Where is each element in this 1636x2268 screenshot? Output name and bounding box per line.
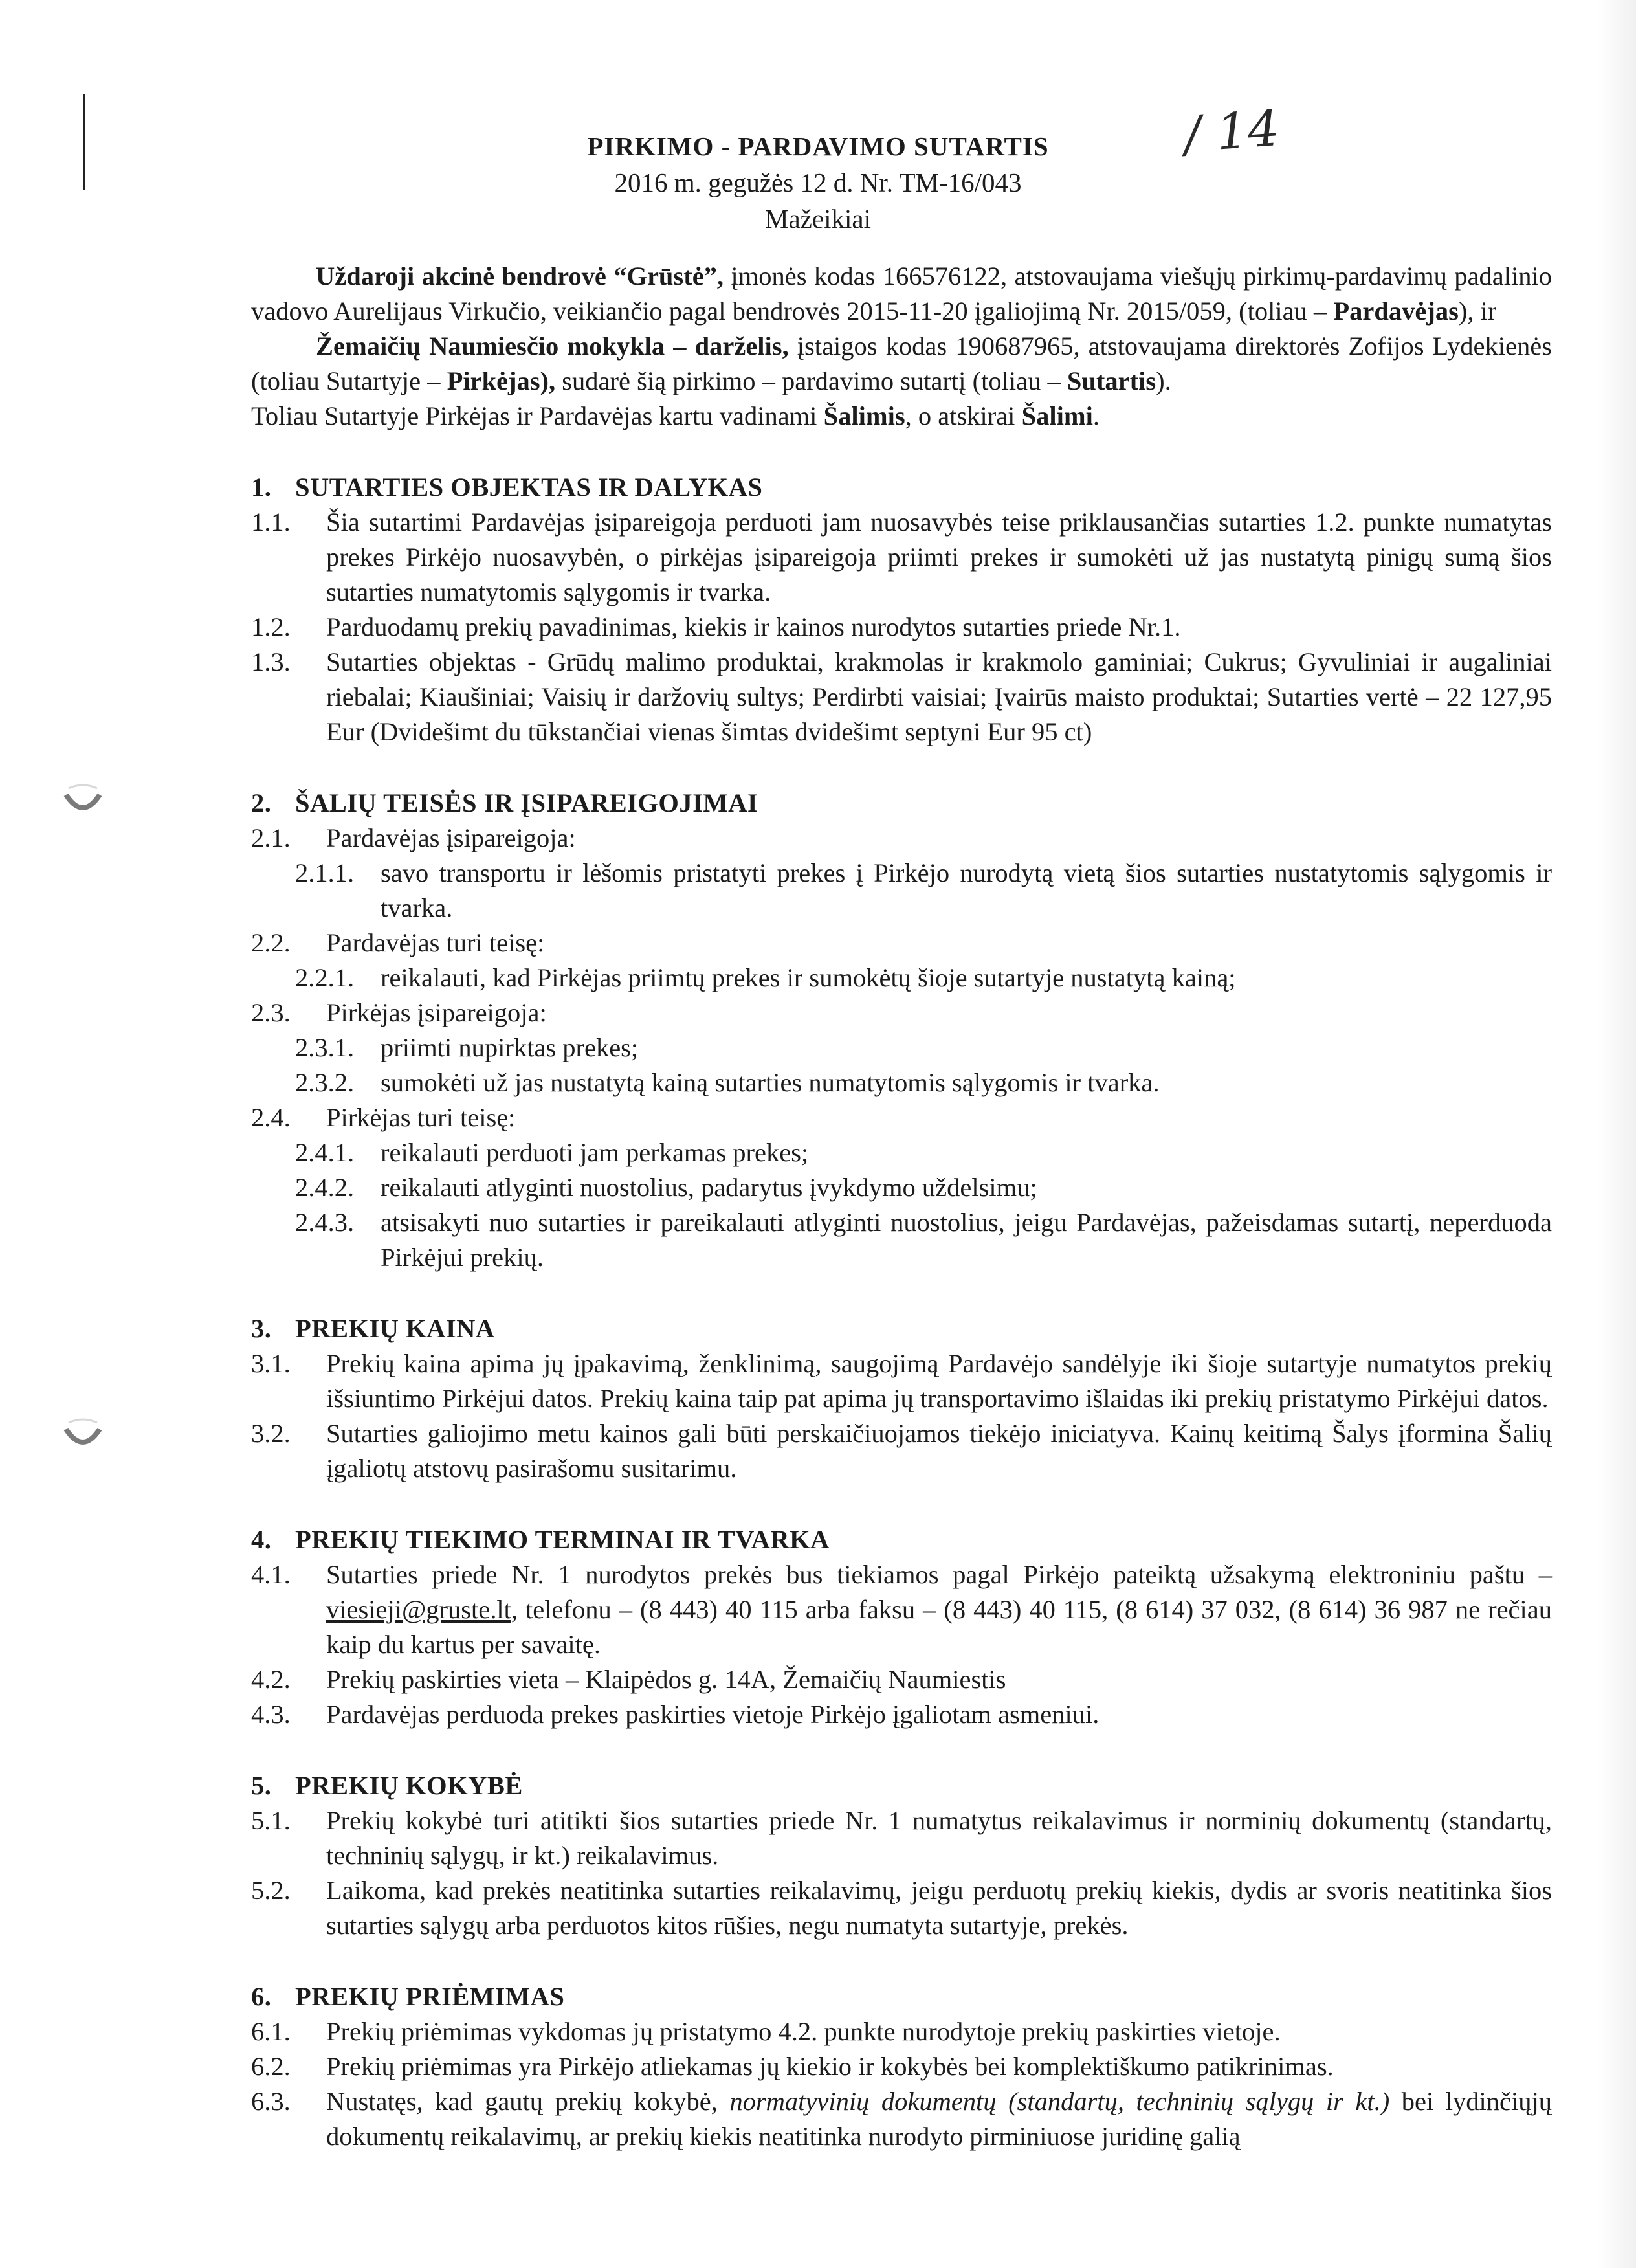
- parties-end: .: [1092, 401, 1100, 430]
- clause: [251, 1803, 1552, 1873]
- seller-paragraph: [251, 259, 1552, 329]
- section-number: 5.: [251, 1771, 272, 1800]
- clause: [251, 1662, 1552, 1697]
- subclause: [251, 1205, 1552, 1275]
- email-link[interactable]: viesieji@gruste.lt: [326, 1595, 511, 1624]
- clause-number: 1.3.: [251, 647, 291, 676]
- clause-text: Prekių priėmimas yra Pirkėjo atliekamas jų kiekio ir kokybės bei komplektiškumo patikrinimas.: [326, 2052, 1334, 2081]
- clause-number: 2.4.3.: [295, 1208, 355, 1237]
- clause-number: 1.1.: [251, 507, 291, 537]
- clause-text: reikalauti, kad Pirkėjas priimtų prekes ir sumokėtų šioje sutartyje nustatytą kainą;: [381, 963, 1236, 992]
- clause: [251, 1100, 1552, 1135]
- section-heading: [251, 786, 1552, 821]
- subclause: [251, 856, 1552, 926]
- parties-intro: [251, 259, 1552, 434]
- subclause: [251, 961, 1552, 995]
- clause-text: savo transportu ir lėšomis pristatyti prekes į Pirkėjo nurodytą vietą šios sutarties nustatytomis sąlygomis ir tvarka.: [381, 858, 1552, 922]
- clause-text: Pirkėjas turi teisę:: [326, 1103, 516, 1132]
- clause-number: 6.3.: [251, 2087, 291, 2116]
- party-term: Šalimi: [1021, 401, 1093, 430]
- section-2: [251, 786, 1552, 1275]
- clause: [251, 2049, 1552, 2084]
- parties-text-mid: , o atskirai: [905, 401, 1022, 430]
- clause-number: 2.2.1.: [295, 963, 355, 992]
- clause-text: Pirkėjas įsipareigoja:: [326, 998, 547, 1027]
- clause-text-part: Sutarties priede Nr. 1 nurodytos prekės bus tiekiamos pagal Pirkėjo pateiktą užsakymą elektroniniu paštu –: [326, 1560, 1552, 1589]
- clause-text: Prekių kokybė turi atitikti šios sutarties priede Nr. 1 numatytus reikalavimus ir norminių dokumentų (standartų, techninių sąlygų, ir kt.) reikalavimus.: [326, 1806, 1552, 1870]
- section-6: [251, 1979, 1552, 2154]
- clause: [251, 1416, 1552, 1486]
- clause-text-italic: normatyvinių dokumentų (standartų, techninių sąlygų ir kt.): [729, 2087, 1390, 2116]
- clause-number: 2.4.: [251, 1103, 291, 1132]
- clause-text: Šia sutartimi Pardavėjas įsipareigoja perduoti jam nuosavybės teise priklausančias sutarties 1.2. punkte numatytas prekes Pirkėjo nuosavybėn, o pirkėjas įsipareigoja priimti prekes ir sumokėti už jas nustatytą pinigų sumą šios sutarties numatytomis sąlygomis ir tvarka.: [326, 507, 1552, 606]
- section-number: 4.: [251, 1525, 272, 1554]
- clause-text: Pardavėjas perduoda prekes paskirties vietoje Pirkėjo įgaliotam asmeniui.: [326, 1700, 1100, 1729]
- clause-number: 2.4.2.: [295, 1173, 355, 1202]
- clause-number: 6.2.: [251, 2052, 291, 2081]
- clause-number: 2.3.1.: [295, 1033, 355, 1062]
- section-heading: [251, 1768, 1552, 1803]
- section-title: PREKIŲ TIEKIMO TERMINAI IR TVARKA: [295, 1525, 830, 1554]
- clause: [251, 1873, 1552, 1943]
- clause-number: 2.3.2.: [295, 1068, 355, 1097]
- section-1: [251, 470, 1552, 750]
- clause-text: Parduodamų prekių pavadinimas, kiekis ir kainos nurodytos sutarties priede Nr.1.: [326, 612, 1181, 641]
- clause-number: 6.1.: [251, 2017, 291, 2046]
- seller-role: Pardavėjas: [1333, 296, 1459, 326]
- seller-name: Uždaroji akcinė bendrovė “Grūstė”,: [316, 261, 724, 291]
- punch-hole-icon: [53, 769, 113, 828]
- clause-number: 4.3.: [251, 1700, 291, 1729]
- clause-number: 5.1.: [251, 1806, 291, 1835]
- buyer-paragraph: [251, 329, 1552, 399]
- clause-text: sumokėti už jas nustatytą kainą sutarties numatytomis sąlygomis ir tvarka.: [381, 1068, 1160, 1097]
- clause-text: priimti nupirktas prekes;: [381, 1033, 639, 1062]
- subclause: [251, 1065, 1552, 1100]
- section-title: PREKIŲ KAINA: [295, 1314, 495, 1343]
- clause-text: [326, 1557, 1552, 1662]
- section-title: PREKIŲ KOKYBĖ: [295, 1771, 523, 1800]
- clause: [251, 1346, 1552, 1416]
- section-title: PREKIŲ PRIĖMIMAS: [295, 1982, 565, 2011]
- clause-number: 2.1.1.: [295, 858, 355, 887]
- section-heading: [251, 1979, 1552, 2014]
- clause-text: Sutarties objektas - Grūdų malimo produktai, krakmolas ir krakmolo gaminiai; Cukrus; Gyvuliniai ir augaliniai riebalai; Kiaušiniai; Vaisių ir daržovių sultys; Perdirbti vaisiai; Įvairūs maisto produktai; Sutarties vertė – 22 127,95 Eur (Dvidešimt du tūkstančiai vienas šimtas dvidešimt septyni Eur 95 ct): [326, 647, 1552, 746]
- clause-text: reikalauti perduoti jam perkamas prekes;: [381, 1138, 809, 1167]
- buyer-details-2: sudarė šią pirkimo – pardavimo sutartį (toliau –: [555, 366, 1067, 395]
- clause-text: atsisakyti nuo sutarties ir pareikalauti atlyginti nuostolius, jeigu Pardavėjas, pažeisdamas sutartį, neperduoda Pirkėjui prekių.: [381, 1208, 1552, 1272]
- subclause: [251, 1170, 1552, 1205]
- clause-text-part: Nustatęs, kad gautų prekių kokybė,: [326, 2087, 730, 2116]
- clause-text: Pardavėjas įsipareigoja:: [326, 823, 576, 852]
- parties-definition: [251, 399, 1552, 434]
- section-3: [251, 1311, 1552, 1486]
- clause: [251, 926, 1552, 961]
- clause-text-part: , telefonu – (8 443) 40 115 arba faksu – (8 443) 40 115, (8 614) 37 032, (8 614) 36 987 ne rečiau kaip du kartus per savaitę.: [326, 1595, 1552, 1659]
- section-heading: [251, 470, 1552, 505]
- section-4: [251, 1522, 1552, 1732]
- page-edge-shadow: [1597, 0, 1636, 2268]
- clause: [251, 610, 1552, 645]
- buyer-name: Žemaičių Naumiesčio mokykla – darželis,: [316, 331, 789, 361]
- clause: [251, 1697, 1552, 1732]
- document-header: [0, 128, 1636, 237]
- clause-text: Pardavėjas turi teisę:: [326, 928, 545, 957]
- clause: [251, 1557, 1552, 1662]
- clause-number: 1.2.: [251, 612, 291, 641]
- subclause: [251, 1135, 1552, 1170]
- document-title: PIRKIMO - PARDAVIMO SUTARTIS: [587, 131, 1049, 161]
- section-number: 6.: [251, 1982, 272, 2011]
- clause-number: 4.1.: [251, 1560, 291, 1589]
- clause: [251, 2014, 1552, 2049]
- parties-text: Toliau Sutartyje Pirkėjas ir Pardavėjas kartu vadinami: [251, 401, 824, 430]
- seller-details: įmonės kodas 166576122, atstovaujama viešųjų pirkimų-pardavimų padalinio vadovo Aurelijaus Virkučio, veikiančio pagal bendrovės 2015-11-20 įgaliojimą Nr. 2015/059, (toliau –: [251, 261, 1553, 326]
- handwritten-page-number: / 14: [1182, 98, 1281, 164]
- clause-number: 3.2.: [251, 1419, 291, 1448]
- document-body: [251, 259, 1552, 2154]
- section-heading: [251, 1311, 1552, 1346]
- clause: [251, 821, 1552, 856]
- clause-number: 2.3.: [251, 998, 291, 1027]
- section-title: ŠALIŲ TEISĖS IR ĮSIPAREIGOJIMAI: [295, 788, 758, 817]
- section-number: 3.: [251, 1314, 272, 1343]
- clause-text: Prekių kaina apima jų įpakavimą, ženklinimą, saugojimą Pardavėjo sandėlyje iki šioje sutartyje numatytos prekių išsiuntimo Pirkėjui datos. Prekių kaina taip pat apima jų transportavimo išlaidas iki prekių pristatymo Pirkėjui datos.: [326, 1349, 1552, 1413]
- section-heading: [251, 1522, 1552, 1557]
- clause-text: reikalauti atlyginti nuostolius, padarytus įvykdymo uždelsimu;: [381, 1173, 1037, 1202]
- seller-end: ), ir: [1458, 296, 1497, 326]
- subclause: [251, 1030, 1552, 1065]
- clause-text-part: bei lydinčiųjų dokumentų reikalavimų, ar prekių kiekis neatitinka nurodyto pirminiuose juridinę galią: [326, 2087, 1553, 2151]
- contract-term: Sutartis: [1067, 366, 1156, 395]
- buyer-details: įstaigos kodas 190687965, atstovaujama direktorės Zofijos Lydekienės (toliau Sutartyje –: [251, 331, 1552, 395]
- clause-text: Laikoma, kad prekės neatitinka sutarties reikalavimų, jeigu perduotų prekių kiekis, dydis ar svoris neatitinka šios sutarties sąlygų arba perduotos kitos rūšies, negu numatyta sutartyje, prekės.: [326, 1876, 1552, 1940]
- clause-number: 5.2.: [251, 1876, 291, 1905]
- clause-number: 2.1.: [251, 823, 291, 852]
- clause-text: Sutarties galiojimo metu kainos gali būti perskaičiuojamos tiekėjo iniciatyva. Kainų keitimą Šalys įformina Šalių įgaliotų atstovų pasirašomu susitarimu.: [326, 1419, 1552, 1483]
- clause: [251, 645, 1552, 750]
- section-5: [251, 1768, 1552, 1943]
- clause-number: 4.2.: [251, 1665, 291, 1694]
- clause-number: 3.1.: [251, 1349, 291, 1378]
- document-city: Mažeikiai: [765, 204, 871, 234]
- clause-number: 2.2.: [251, 928, 291, 957]
- clause: [251, 505, 1552, 610]
- buyer-role: Pirkėjas),: [447, 366, 556, 395]
- clause-text: [326, 2084, 1552, 2154]
- clause-number: 2.4.1.: [295, 1138, 355, 1167]
- clause-text: Prekių paskirties vieta – Klaipėdos g. 14A, Žemaičių Naumiestis: [326, 1665, 1006, 1694]
- section-number: 1.: [251, 472, 272, 502]
- punch-hole-icon: [53, 1403, 113, 1463]
- clause: [251, 995, 1552, 1030]
- document-date-number: 2016 m. gegužės 12 d. Nr. TM-16/043: [614, 168, 1022, 197]
- section-title: SUTARTIES OBJEKTAS IR DALYKAS: [295, 472, 763, 502]
- clause-text: Prekių priėmimas vykdomas jų pristatymo 4.2. punkte nurodytoje prekių paskirties vietoje.: [326, 2017, 1281, 2046]
- section-number: 2.: [251, 788, 272, 817]
- clause: [251, 2084, 1552, 2154]
- buyer-end: ).: [1156, 366, 1171, 395]
- parties-term: Šalimis: [823, 401, 905, 430]
